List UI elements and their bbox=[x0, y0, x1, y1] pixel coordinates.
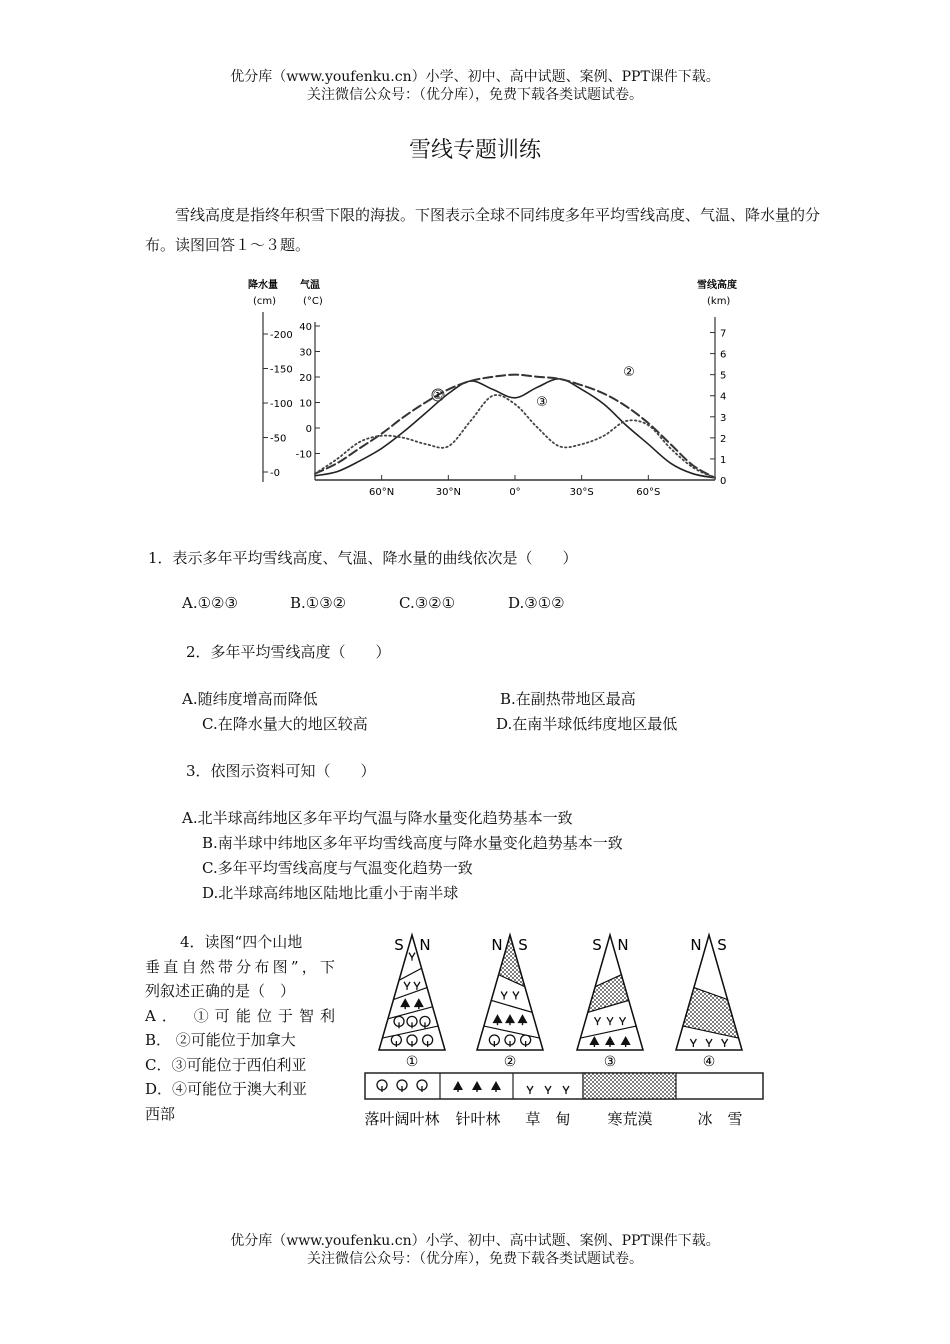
q2-option-a[interactable]: A.随纬度增高而降低 bbox=[182, 690, 318, 708]
q2-option-d[interactable]: D.在南半球低纬度地区最低 bbox=[496, 715, 678, 733]
q4-option-b[interactable]: B． ②可能位于加拿大 bbox=[145, 1031, 296, 1049]
temp-axis-unit: (°C) bbox=[303, 296, 323, 307]
series-2-label: ② bbox=[623, 365, 635, 380]
mountain-number: ① bbox=[405, 1054, 419, 1070]
q3-option-b[interactable]: B.南半球中纬地区多年平均雪线高度与降水量变化趋势基本一致 bbox=[202, 834, 623, 852]
mountain-right-slope-label: N bbox=[617, 936, 629, 954]
site-header-line2: 关注微信公众号：（优分库），免费下载各类试题试卷。 bbox=[307, 87, 643, 103]
meadow-icon bbox=[563, 1086, 569, 1094]
conifer-tree-icon bbox=[472, 1081, 482, 1090]
mountain-number: ④ bbox=[702, 1054, 716, 1070]
q3-stem: 3．依图示资料可知（ ） bbox=[186, 762, 376, 780]
q3-option-d[interactable]: D.北半球高纬地区陆地比重小于南半球 bbox=[202, 884, 459, 902]
x-tick-label: 0° bbox=[509, 487, 521, 498]
snow-tick-label: 4 bbox=[720, 391, 727, 403]
q4-stem-line1: 4．读图“四个山地 bbox=[180, 933, 303, 951]
temp-tick-label: 20 bbox=[299, 373, 312, 384]
q4-option-d-cont: 西部 bbox=[145, 1104, 176, 1123]
meadow-icon bbox=[545, 1086, 551, 1094]
temp-tick-label: 0 bbox=[305, 424, 312, 435]
series-line-2 bbox=[315, 375, 715, 478]
precip-tick-label: -200 bbox=[270, 330, 293, 341]
precip-tick-label: -150 bbox=[270, 364, 293, 376]
temp-tick-label: 30 bbox=[299, 347, 312, 359]
x-tick-label: 30°S bbox=[569, 487, 594, 498]
mountain-m2 bbox=[477, 935, 543, 1070]
site-header-line1: 优分库（www.youfenku.cn）小学、初中、高中试题、案例、PPT课件下载。 bbox=[230, 69, 720, 85]
mountain-number: ③ bbox=[603, 1054, 617, 1070]
q2-stem: 2．多年平均雪线高度（ ） bbox=[186, 643, 391, 661]
mountain-m3 bbox=[577, 935, 643, 1070]
temp-tick-label: 10 bbox=[299, 398, 312, 410]
q1-option-c[interactable]: C.③②① bbox=[399, 594, 456, 612]
mountain-number: ② bbox=[503, 1054, 517, 1070]
temp-tick-label: -10 bbox=[295, 449, 312, 461]
mountain-m4 bbox=[676, 935, 742, 1070]
series-line-3 bbox=[315, 395, 715, 478]
q1-option-b[interactable]: B.①③② bbox=[290, 594, 347, 612]
x-tick-label: 60°N bbox=[369, 487, 395, 498]
page-title: 雪线专题训练 bbox=[408, 138, 541, 163]
q2-option-b[interactable]: B.在副热带地区最高 bbox=[500, 690, 636, 708]
snow-tick-label: 5 bbox=[720, 370, 727, 382]
q4-stem-line2: 垂直自然带分布图”，下 bbox=[145, 957, 335, 976]
legend-desert-swatch bbox=[583, 1073, 676, 1099]
snow-axis-unit: (km) bbox=[707, 296, 731, 307]
snow-tick-label: 1 bbox=[720, 454, 727, 466]
q4-option-a[interactable]: A． ①可能位于智利 bbox=[145, 1006, 335, 1025]
q3-option-c[interactable]: C.多年平均雪线高度与气温变化趋势一致 bbox=[202, 859, 473, 877]
mountain-left-slope-label: N bbox=[690, 936, 702, 954]
site-footer-line2: 关注微信公众号：（优分库），免费下载各类试题试卷。 bbox=[307, 1251, 643, 1267]
site-footer-line1: 优分库（www.youfenku.cn）小学、初中、高中试题、案例、PPT课件下载。 bbox=[230, 1233, 720, 1249]
snow-tick-label: 6 bbox=[720, 349, 727, 361]
q1-option-a[interactable]: A.①②③ bbox=[182, 594, 238, 612]
mountain-zones-figure bbox=[360, 925, 770, 1135]
temp-tick-label: 40 bbox=[299, 322, 312, 333]
mountain-left-slope-label: N bbox=[491, 936, 503, 954]
mountain-right-slope-label: S bbox=[518, 936, 528, 954]
precip-tick-label: -100 bbox=[270, 399, 293, 410]
legend-label-deciduous: 落叶阔叶林 bbox=[364, 1110, 440, 1128]
snow-axis-title: 雪线高度 bbox=[697, 280, 737, 291]
legend-label-snow: 冰 雪 bbox=[697, 1110, 743, 1128]
q4-option-d[interactable]: D．④可能位于澳大利亚 bbox=[145, 1080, 308, 1098]
snowline-chart bbox=[245, 272, 745, 504]
q4-option-c[interactable]: C．③可能位于西伯利亚 bbox=[145, 1055, 307, 1074]
snow-tick-label: 3 bbox=[720, 412, 727, 424]
x-tick-label: 30°N bbox=[435, 487, 461, 498]
series-1-label: ① bbox=[432, 388, 444, 402]
q2-option-c[interactable]: C.在降水量大的地区较高 bbox=[202, 715, 368, 733]
snow-tick-label: 2 bbox=[720, 433, 727, 445]
conifer-tree-icon bbox=[453, 1081, 463, 1090]
series-3-label: ③ bbox=[536, 395, 548, 410]
mountain-left-slope-label: S bbox=[592, 936, 602, 954]
conifer-tree-icon bbox=[491, 1081, 501, 1090]
meadow-icon bbox=[527, 1086, 533, 1094]
x-tick-label: 60°S bbox=[636, 487, 661, 498]
precip-axis-unit: (cm) bbox=[253, 296, 277, 307]
mountain-left-slope-label: S bbox=[394, 936, 404, 954]
mountain-m1 bbox=[379, 935, 445, 1070]
precip-tick-label: -0 bbox=[270, 468, 280, 479]
mountain-right-slope-label: S bbox=[717, 936, 727, 954]
q1-stem: 1．表示多年平均雪线高度、气温、降水量的曲线依次是（ ） bbox=[148, 549, 578, 567]
q4-block bbox=[145, 930, 335, 1126]
legend-label-desert: 寒荒漠 bbox=[607, 1110, 653, 1128]
legend-label-conifer: 针叶林 bbox=[455, 1110, 501, 1128]
snow-tick-label: 7 bbox=[720, 328, 727, 340]
q4-stem-line3: 列叙述正确的是（ ） bbox=[145, 982, 296, 1000]
q3-option-a[interactable]: A.北半球高纬地区多年平均气温与降水量变化趋势基本一致 bbox=[182, 809, 573, 827]
intro-paragraph: 雪线高度是指终年积雪下限的海拔。下图表示全球不同纬度多年平均雪线高度、气温、降水量的分布。读图回答１～３题。 bbox=[145, 206, 821, 254]
precip-tick-label: -50 bbox=[270, 433, 287, 445]
snow-tick-label: 0 bbox=[720, 476, 727, 487]
mountain-right-slope-label: N bbox=[419, 936, 431, 954]
legend-label-meadow: 草 甸 bbox=[525, 1110, 571, 1128]
temp-axis-title: 气温 bbox=[300, 280, 320, 291]
q1-option-d[interactable]: D.③①② bbox=[508, 594, 565, 612]
precip-axis-title: 降水量 bbox=[248, 280, 278, 291]
